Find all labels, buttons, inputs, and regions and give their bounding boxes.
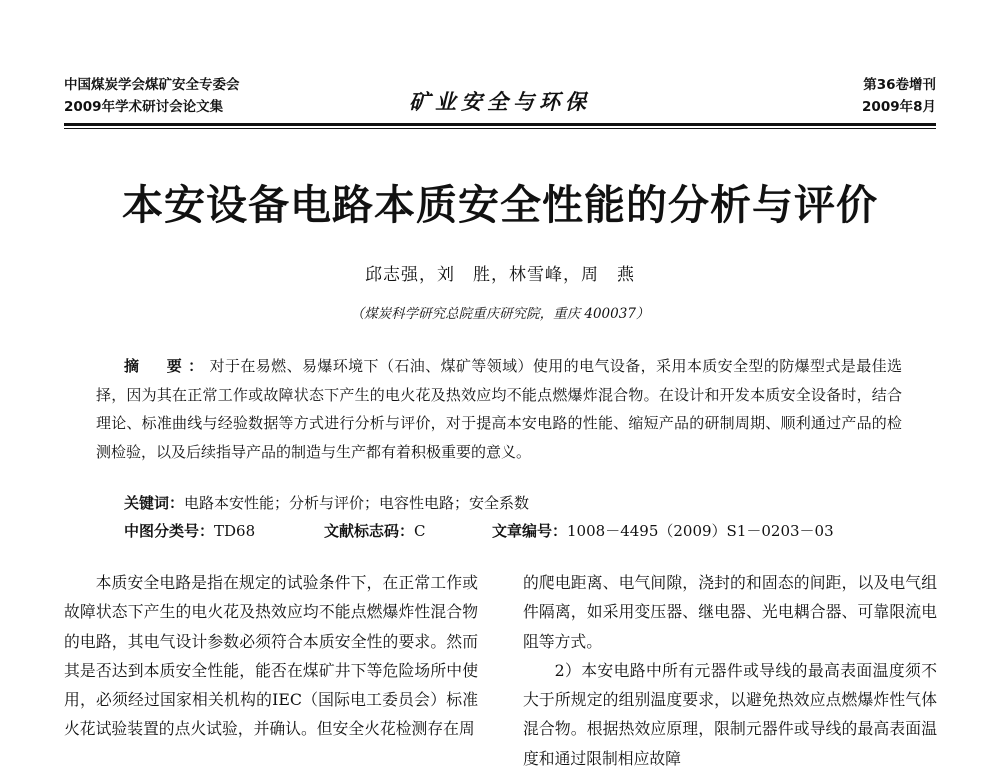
volume-info: 第36卷增刊 bbox=[863, 77, 936, 93]
org-line-2: 2009年学术研讨会论文集 bbox=[64, 99, 224, 115]
keywords-text: 电路本安性能；分析与评价；电容性电路；安全系数 bbox=[184, 494, 530, 512]
keywords-label: 关键词： bbox=[124, 494, 185, 512]
abstract-text: 对于在易燃、易爆环境下（石油、煤矿等领域）使用的电气设备，采用本质安全型的防爆型式是最佳选择，因为其在正常工作或故障状态下产生的电火花及热效应均不能点燃爆炸混合物。在设计和开发本质安全设备时，结合理论、标准曲线与经验数据等方式进行分析与评价，对于提高本安电路的性能、缩短产品的研制周期、顺利通过产品的检测检验，以及后续指导产品的制造与生产都有着积极重要的意义。 bbox=[96, 357, 902, 461]
article-label: 文章编号： bbox=[492, 522, 568, 540]
abstract-label: 摘 要： bbox=[124, 357, 210, 375]
classification-line bbox=[124, 520, 884, 541]
org-line-1: 中国煤炭学会煤矿安全专委会 bbox=[64, 77, 240, 93]
body-column-left bbox=[64, 568, 478, 744]
journal-header-right bbox=[862, 74, 936, 118]
journal-name: 矿业安全与环保 bbox=[409, 90, 591, 114]
clc-number bbox=[124, 520, 324, 541]
header-rule-thin bbox=[64, 128, 936, 129]
doc-code-label: 文献标志码： bbox=[324, 522, 415, 540]
clc-value: TD68 bbox=[214, 522, 256, 540]
document-code bbox=[324, 520, 492, 541]
body-column-right bbox=[523, 568, 937, 773]
issue-date: 2009年8月 bbox=[862, 99, 936, 115]
body-paragraph: 的爬电距离、电气间隙，浇封的和固态的间距，以及电气组件隔离，如采用变压器、继电器、光电耦合器、可靠限流电阻等方式。 bbox=[523, 573, 937, 651]
clc-label: 中图分类号： bbox=[124, 522, 215, 540]
paper-title: 本安设备电路本质安全性能的分析与评价 bbox=[122, 181, 878, 229]
body-paragraph: 2）本安电路中所有元器件或导线的最高表面温度须不大于所规定的组别温度要求，以避免热效应点燃爆炸性气体混合物。根据热效应原理，限制元器件或导线的最高表面温度和通过限制相应故障 bbox=[523, 660, 937, 768]
article-number bbox=[492, 520, 834, 541]
abstract bbox=[96, 352, 902, 466]
article-value: 1008－4495（2009）S1－0203－03 bbox=[567, 522, 834, 540]
affiliation: （煤炭科学研究总院重庆研究院，重庆 400037） bbox=[350, 306, 650, 322]
body-paragraph: 本质安全电路是指在规定的试验条件下，在正常工作或故障状态下产生的电火花及热效应均不能点燃爆炸性混合物的电路，其电气设计参数必须符合本质安全性的要求。然而其是否达到本质安全性能，能否在煤矿井下等危险场所中使用，必须经过国家相关机构的IEC（国际电工委员会）标准火花试验装置的点火试验，并确认。但安全火花检测存在周 bbox=[64, 573, 478, 739]
authors: 邱志强，刘 胜，林雪峰，周 燕 bbox=[365, 265, 635, 285]
keywords bbox=[124, 492, 529, 513]
doc-code-value: C bbox=[414, 522, 426, 540]
header-rule-thick bbox=[64, 123, 936, 126]
